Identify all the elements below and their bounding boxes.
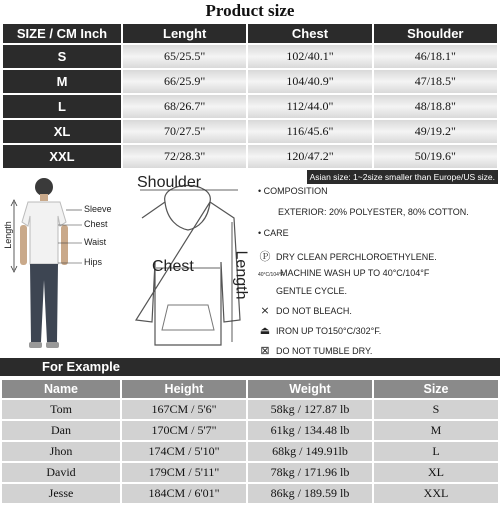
model-head — [35, 178, 53, 196]
care-item-text: IRON UP TO150°C/302°F. — [276, 326, 382, 336]
example-table — [0, 378, 500, 505]
shoulder-cell: 50/19.6" — [374, 145, 497, 168]
size-cell: S — [374, 400, 498, 419]
height-cell: 174CM / 5'10" — [122, 442, 246, 461]
length-cell: 72/28.3" — [123, 145, 246, 168]
example-title: For Example — [0, 358, 500, 376]
name-cell: Dan — [2, 421, 120, 440]
care-item — [258, 344, 372, 357]
care-title: CARE — [263, 228, 289, 238]
weight-cell: 78kg / 171.96 lb — [248, 463, 372, 482]
table-row — [2, 421, 498, 440]
column-header: SIZE / CM Inch — [3, 24, 121, 43]
size-label: XXL — [3, 145, 121, 168]
composition-title: COMPOSITION — [263, 186, 328, 196]
hoodie-chest-label: Chest — [152, 258, 194, 275]
care-item — [258, 324, 381, 337]
size-label: L — [3, 95, 121, 118]
model-figure-illustration — [0, 170, 130, 356]
column-header: Chest — [248, 24, 371, 43]
care-item — [258, 304, 352, 317]
height-cell: 167CM / 5'6" — [122, 400, 246, 419]
table-row — [3, 145, 497, 168]
model-left-arm — [20, 225, 27, 265]
composition-title-row — [258, 186, 328, 196]
table-row — [2, 442, 498, 461]
size-table — [1, 22, 499, 170]
size-label: S — [3, 45, 121, 68]
length-cell: 65/25.5" — [123, 45, 246, 68]
shoulder-cell: 46/18.1" — [374, 45, 497, 68]
chest-label: Chest — [84, 219, 108, 229]
care-item-text: DRY CLEAN PERCHLOROETHYLENE. — [276, 252, 437, 262]
hoodie-length-label: Length — [232, 250, 250, 300]
bullet-icon: • — [258, 228, 264, 238]
example-table-header — [2, 380, 498, 398]
height-cell: 184CM / 6'01" — [122, 484, 246, 503]
length-cell: 66/25.9" — [123, 70, 246, 93]
length-cell: 68/26.7" — [123, 95, 246, 118]
chest-cell: 120/47.2" — [248, 145, 371, 168]
shoulder-cell: 49/19.2" — [374, 120, 497, 143]
shoulder-cell: 48/18.8" — [374, 95, 497, 118]
height-cell: 179CM / 5'11" — [122, 463, 246, 482]
weight-cell: 61kg / 134.48 lb — [248, 421, 372, 440]
weight-cell: 86kg / 189.59 lb — [248, 484, 372, 503]
height-cell: 170CM / 5'7" — [122, 421, 246, 440]
name-cell: Jhon — [2, 442, 120, 461]
care-title-row — [258, 228, 289, 238]
model-left-shoe — [29, 342, 42, 348]
bullet-icon: • — [258, 186, 264, 196]
size-cell: XL — [374, 463, 498, 482]
care-item-text: DO NOT TUMBLE DRY. — [276, 346, 373, 356]
length-cell: 70/27.5" — [123, 120, 246, 143]
hoodie-pocket — [162, 305, 214, 330]
hoodie-hood — [165, 186, 211, 231]
chest-cell: 112/44.0" — [248, 95, 371, 118]
size-cell: XXL — [374, 484, 498, 503]
name-cell: David — [2, 463, 120, 482]
care-item-text: DO NOT BLEACH. — [276, 306, 352, 316]
column-header: Weight — [248, 380, 372, 398]
measurement-section — [0, 170, 500, 356]
dry-clean-icon: Ⓟ — [259, 251, 271, 263]
model-jeans — [30, 264, 58, 342]
name-cell: Jesse — [2, 484, 120, 503]
weight-cell: 68kg / 149.91lb — [248, 442, 372, 461]
table-row — [2, 484, 498, 503]
machine-wash-icon: 40°C/104°F — [258, 272, 284, 278]
iron-icon: ⏏ — [259, 325, 271, 337]
chest-cell: 102/40.1" — [248, 45, 371, 68]
name-cell: Tom — [2, 400, 120, 419]
table-row — [3, 120, 497, 143]
no-tumble-dry-icon: ⊠ — [260, 345, 270, 357]
size-table-header — [3, 24, 497, 43]
waist-label: Waist — [84, 237, 107, 247]
table-row — [3, 45, 497, 68]
column-header: Name — [2, 380, 120, 398]
size-cell: L — [374, 442, 498, 461]
chest-cell: 104/40.9" — [248, 70, 371, 93]
no-bleach-icon: ⨯ — [260, 305, 270, 317]
figure-length-label: Length — [2, 221, 13, 249]
care-item — [258, 248, 437, 264]
model-right-arm — [61, 225, 68, 265]
shoulder-cell: 47/18.5" — [374, 70, 497, 93]
model-right-shoe — [46, 342, 59, 348]
size-label: XL — [3, 120, 121, 143]
care-item-text: MACHINE WASH UP TO 40°C/104°F — [280, 268, 430, 278]
page-title: Product size — [205, 1, 295, 20]
asian-size-note: Asian size: 1~2size smaller than Europe/US size. — [307, 170, 498, 184]
hips-label: Hips — [84, 257, 103, 267]
sleeve-label: Sleeve — [84, 204, 112, 214]
column-header: Shoulder — [374, 24, 497, 43]
column-header: Height — [122, 380, 246, 398]
composition-text: EXTERIOR: 20% POLYESTER, 80% COTTON. — [278, 207, 469, 217]
column-header: Lenght — [123, 24, 246, 43]
column-header: Size — [374, 380, 498, 398]
care-item-text: GENTLE CYCLE. — [276, 286, 348, 296]
table-row — [2, 400, 498, 419]
table-row — [3, 95, 497, 118]
weight-cell: 58kg / 127.87 lb — [248, 400, 372, 419]
size-label: M — [3, 70, 121, 93]
care-item — [258, 268, 429, 278]
size-cell: M — [374, 421, 498, 440]
table-row — [2, 463, 498, 482]
shoulder-label: Shoulder — [137, 174, 202, 191]
chest-cell: 116/45.6" — [248, 120, 371, 143]
model-tshirt — [22, 202, 66, 264]
table-row — [3, 70, 497, 93]
model-neck — [40, 194, 48, 201]
